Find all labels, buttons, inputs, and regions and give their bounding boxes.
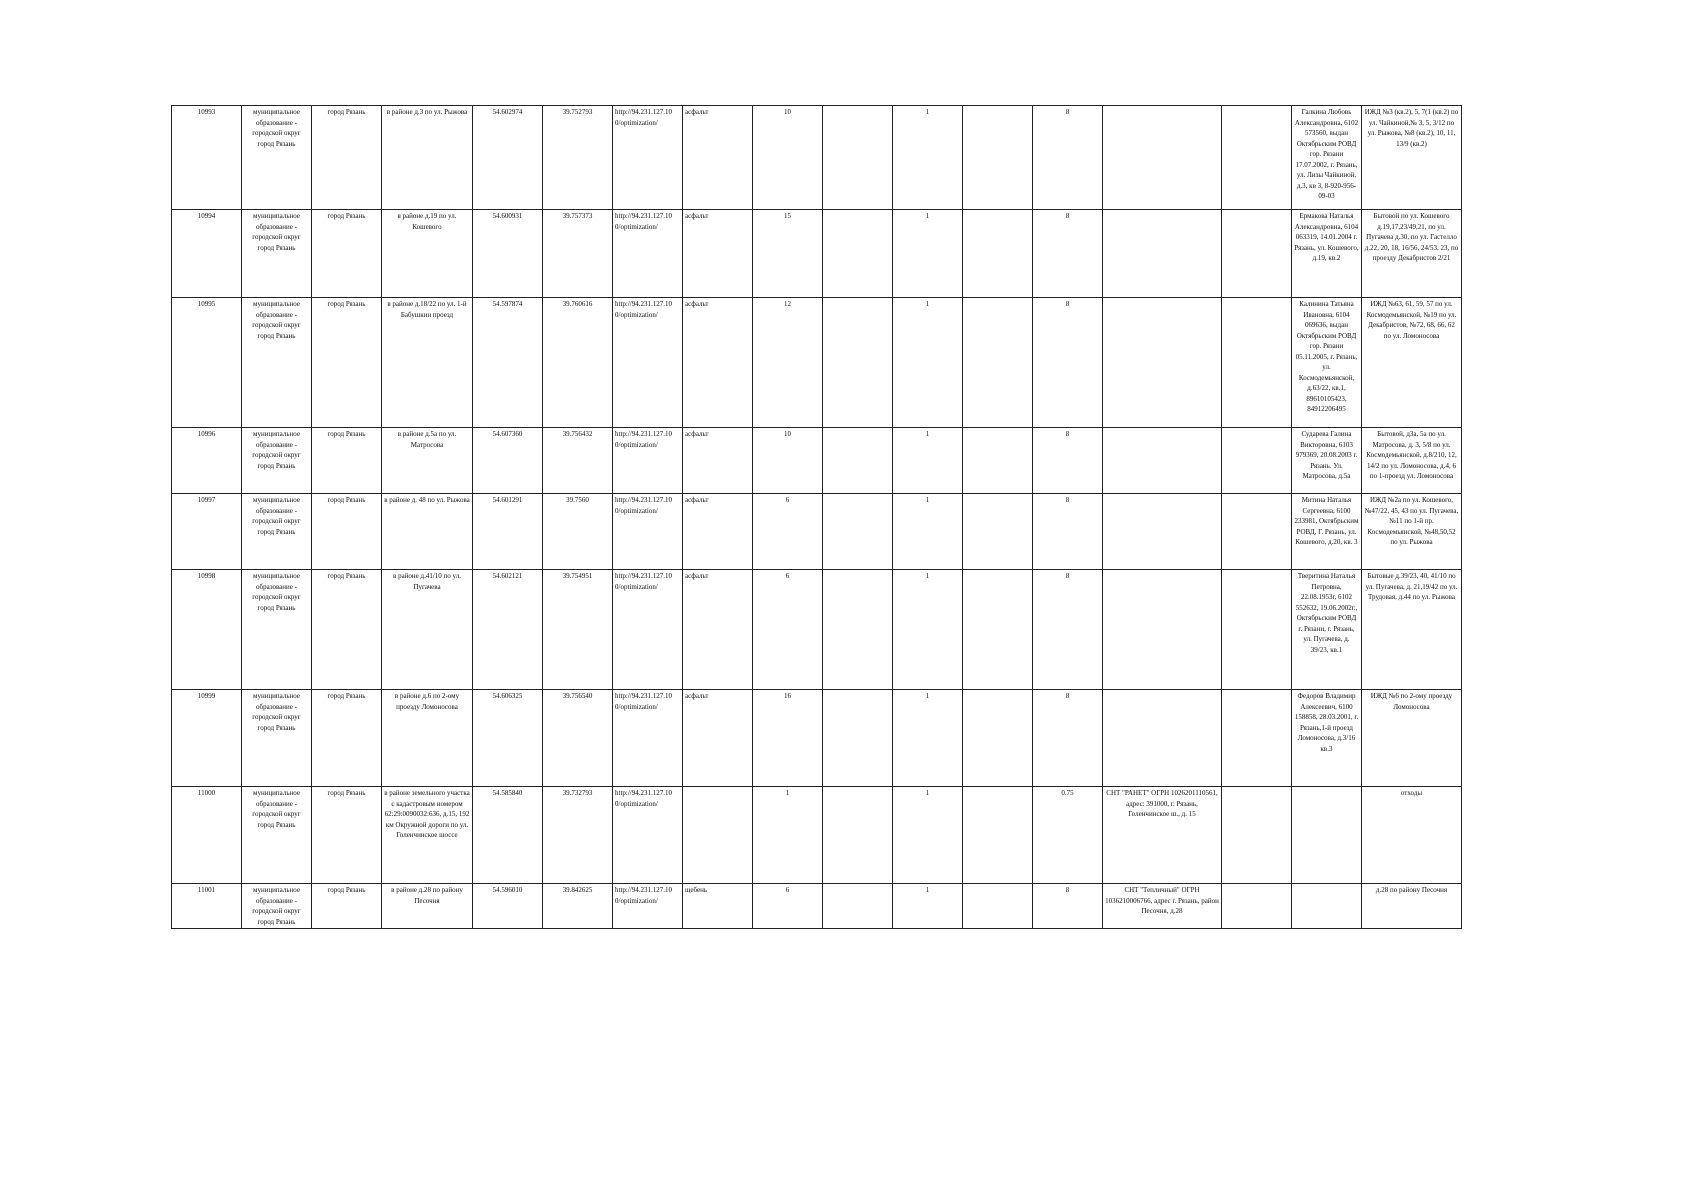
served-objects-cell: Бытовой по ул. Кошевого д.19,17,23/49,21, по ул. Пугачева д.30, по ул. Гастелло д.22, 20, 18, 16/56, 24/53, 23, по проезду Декабристов 2/21 [1362,210,1462,298]
municipality-cell: муниципальное образование - городской округ город Рязань [242,494,312,570]
owner-cell: СНТ "РАНЕТ" ОГРН 1026201110561, адрес: 391000, г. Рязань, Голенчинское ш., д. 15 [1103,787,1222,884]
empty-cell [1222,106,1292,210]
row-id-cell: 10993 [172,106,242,210]
container-count-cell: 1 [893,570,963,690]
registry-table [171,105,1462,929]
latitude-cell: 54.597874 [473,298,543,428]
longitude-cell: 39.732793 [543,787,613,884]
longitude-cell: 39.756540 [543,690,613,787]
area-cell: 6 [753,494,823,570]
contact-cell: Ермакова Наталья Александровна, 6104 063319, 14.01.2004 г. Рязань, ул. Кошевого, д.19, кв.2 [1292,210,1362,298]
volume-cell: 8 [1033,570,1103,690]
municipality-cell: муниципальное образование - городской округ город Рязань [242,884,312,929]
table-body [172,106,1462,929]
municipality-cell: муниципальное образование - городской округ город Рязань [242,106,312,210]
municipality-cell: муниципальное образование - городской округ город Рязань [242,690,312,787]
container-count-cell: 1 [893,428,963,494]
container-count-cell: 1 [893,494,963,570]
surface-cell: асфальт [683,690,753,787]
municipality-cell: муниципальное образование - городской округ город Рязань [242,570,312,690]
longitude-cell: 39.752793 [543,106,613,210]
volume-cell: 0.75 [1033,787,1103,884]
empty-cell [1222,298,1292,428]
address-cell: в районе земельного участка с кадастровым номером 62:29:0090032:636, д.15, 192 км Окружной дороги по ул. Голенчинское шоссе [382,787,473,884]
area-cell: 1 [753,787,823,884]
surface-cell: асфальт [683,570,753,690]
table-row [172,428,1462,494]
empty-cell [963,884,1033,929]
owner-cell: СНТ "Тепличный" ОГРН 1036210006766, адрес г. Рязань, район Песочня, д.28 [1103,884,1222,929]
contact-cell: Митина Наталья Сергеевна, 6100 233981, Октябрьским РОВД, Г. Рязань, ул. Кошевого, д.20, кв. 3 [1292,494,1362,570]
container-count-cell: 1 [893,787,963,884]
container-count-cell: 1 [893,884,963,929]
empty-cell [823,298,893,428]
source-link-cell: http://94.231.127.10 0/optimization/ [613,106,683,210]
empty-cell [1222,494,1292,570]
served-objects-cell: д.28 по району Песочня [1362,884,1462,929]
contact-cell: Федоров Владимир Алексеевич, 6100 158858, 28.03.2001, г. Рязань,1-й проезд Ломоносова, д.3/16 кв.3 [1292,690,1362,787]
locality-cell: город Рязань [312,210,382,298]
volume-cell: 8 [1033,690,1103,787]
address-cell: в районе д.19 по ул. Кошевого [382,210,473,298]
latitude-cell: 54.607360 [473,428,543,494]
source-link-cell: http://94.231.127.10 0/optimization/ [613,210,683,298]
surface-cell [683,787,753,884]
owner-cell [1103,298,1222,428]
longitude-cell: 39.7560 [543,494,613,570]
empty-cell [1222,210,1292,298]
longitude-cell: 39.842625 [543,884,613,929]
contact-cell: Калинина Татьяна Ивановна, 6104 069636, выдан Октябрьским РОВД гор. Рязани 05.11.2005, г. Рязань, ул. Космодемьянской, д.63/22, кв.1, 89610105423, 84912206495 [1292,298,1362,428]
address-cell: в районе д.5а по ул. Матросова [382,428,473,494]
container-count-cell: 1 [893,210,963,298]
empty-cell [823,210,893,298]
volume-cell: 8 [1033,210,1103,298]
surface-cell: асфальт [683,298,753,428]
address-cell: в районе д. 48 по ул. Рыжова [382,494,473,570]
empty-cell [963,690,1033,787]
latitude-cell: 54.601291 [473,494,543,570]
surface-cell: асфальт [683,106,753,210]
row-id-cell: 11000 [172,787,242,884]
source-link-cell: http://94.231.127.10 0/optimization/ [613,884,683,929]
area-cell: 6 [753,884,823,929]
served-objects-cell: ИЖД №3 (кв.2), 5, 7(1 (кв.2) по ул. Чайкиной,№ 3, 5, 3/12 по ул. Рыжова, №8 (кв.2), 10, 11, 13/9 (кв.2) [1362,106,1462,210]
surface-cell: щебень [683,884,753,929]
table-row [172,106,1462,210]
empty-cell [963,787,1033,884]
contact-cell [1292,787,1362,884]
empty-cell [823,884,893,929]
source-link-cell: http://94.231.127.10 0/optimization/ [613,428,683,494]
row-id-cell: 10998 [172,570,242,690]
area-cell: 15 [753,210,823,298]
served-objects-cell: ИЖД №2а по ул. Кошевого, №47/22, 45, 43 по ул. Пугачева, №11 по 1-й пр. Космодемьянской, №48,50,52 по ул. Рыжова [1362,494,1462,570]
empty-cell [1222,884,1292,929]
volume-cell: 8 [1033,106,1103,210]
municipality-cell: муниципальное образование - городской округ город Рязань [242,428,312,494]
longitude-cell: 39.757373 [543,210,613,298]
served-objects-cell: ИЖД №6 по 2-ому проезду Ломоносова [1362,690,1462,787]
latitude-cell: 54.602121 [473,570,543,690]
empty-cell [1222,787,1292,884]
owner-cell [1103,210,1222,298]
empty-cell [963,210,1033,298]
empty-cell [823,787,893,884]
empty-cell [1222,428,1292,494]
empty-cell [823,106,893,210]
served-objects-cell: Бытовой, д3а, 5а по ул. Матросова, д. 3, 5/8 по ул. Космодемьянской, д.8/210, 12, 14/2 по ул. Ломоносова, д.4, 6 по 1-проезд ул. Ломоносова [1362,428,1462,494]
latitude-cell: 54.606325 [473,690,543,787]
area-cell: 6 [753,570,823,690]
table-row [172,210,1462,298]
owner-cell [1103,428,1222,494]
empty-cell [963,428,1033,494]
source-link-cell: http://94.231.127.10 0/optimization/ [613,787,683,884]
surface-cell: асфальт [683,210,753,298]
longitude-cell: 39.754951 [543,570,613,690]
row-id-cell: 10997 [172,494,242,570]
locality-cell: город Рязань [312,570,382,690]
municipality-cell: муниципальное образование - городской округ город Рязань [242,787,312,884]
latitude-cell: 54.585840 [473,787,543,884]
table-row [172,690,1462,787]
address-cell: в районе д.28 по району Песочня [382,884,473,929]
served-objects-cell: отходы [1362,787,1462,884]
locality-cell: город Рязань [312,494,382,570]
municipality-cell: муниципальное образование - городской округ город Рязань [242,210,312,298]
locality-cell: город Рязань [312,884,382,929]
table-row [172,298,1462,428]
volume-cell: 8 [1033,884,1103,929]
source-link-cell: http://94.231.127.10 0/optimization/ [613,690,683,787]
latitude-cell: 54.602974 [473,106,543,210]
container-count-cell: 1 [893,690,963,787]
owner-cell [1103,570,1222,690]
owner-cell [1103,494,1222,570]
source-link-cell: http://94.231.127.10 0/optimization/ [613,570,683,690]
row-id-cell: 10995 [172,298,242,428]
row-id-cell: 10996 [172,428,242,494]
contact-cell: Галкина Любовь Александровна, 6102 573560, выдан Октябрьским РОВД гор. Рязани 17.07.2002, г. Рязань, ул. Лизы Чайкиной, д.3, кв 3, 8-920-956-09-03 [1292,106,1362,210]
container-count-cell: 1 [893,106,963,210]
table-row [172,787,1462,884]
latitude-cell: 54.600931 [473,210,543,298]
owner-cell [1103,690,1222,787]
address-cell: в районе д.18/22 по ул. 1-й Бабушкин проезд [382,298,473,428]
empty-cell [963,494,1033,570]
locality-cell: город Рязань [312,428,382,494]
row-id-cell: 10994 [172,210,242,298]
address-cell: в районе д.41/10 по ул. Пугачева [382,570,473,690]
locality-cell: город Рязань [312,298,382,428]
address-cell: в районе д.6 по 2-ому проезду Ломоносова [382,690,473,787]
table-row [172,570,1462,690]
latitude-cell: 54.596010 [473,884,543,929]
surface-cell: асфальт [683,494,753,570]
source-link-cell: http://94.231.127.10 0/optimization/ [613,494,683,570]
longitude-cell: 39.760616 [543,298,613,428]
table-row [172,884,1462,929]
volume-cell: 8 [1033,494,1103,570]
area-cell: 16 [753,690,823,787]
municipality-cell: муниципальное образование - городской округ город Рязань [242,298,312,428]
area-cell: 10 [753,106,823,210]
locality-cell: город Рязань [312,787,382,884]
surface-cell: асфальт [683,428,753,494]
contact-cell: Сударева Галина Викторовна, 6103 979369, 20.08.2003 г. Рязань. Ул. Матросова, д.5а [1292,428,1362,494]
container-count-cell: 1 [893,298,963,428]
row-id-cell: 11001 [172,884,242,929]
volume-cell: 8 [1033,298,1103,428]
table-row [172,494,1462,570]
served-objects-cell: ИЖД №63, 61, 59, 57 по ул. Космодемьянской, №19 по ул. Декабристов, №72, 68, 66, 62 по ул. Ломоносова [1362,298,1462,428]
empty-cell [963,106,1033,210]
served-objects-cell: Бытовые д.39/23, 40, 41/10 по ул. Пугачева, д. 21,19/42 по ул. Трудовая, д.44 по ул. Рыжова [1362,570,1462,690]
row-id-cell: 10999 [172,690,242,787]
volume-cell: 8 [1033,428,1103,494]
empty-cell [823,690,893,787]
longitude-cell: 39.756432 [543,428,613,494]
area-cell: 12 [753,298,823,428]
empty-cell [823,428,893,494]
locality-cell: город Рязань [312,690,382,787]
empty-cell [1222,690,1292,787]
contact-cell: Тверитина Наталья Петровна, 22.08.1953г, 6102 552632, 19.06.2002г., Октябрьским РОВД г. Рязани, г. Рязань, ул. Пугачева, д. 39/23, кв.1 [1292,570,1362,690]
source-link-cell: http://94.231.127.10 0/optimization/ [613,298,683,428]
empty-cell [963,570,1033,690]
owner-cell [1103,106,1222,210]
empty-cell [823,570,893,690]
address-cell: в районе д.3 по ул. Рыжова [382,106,473,210]
empty-cell [823,494,893,570]
empty-cell [1222,570,1292,690]
area-cell: 10 [753,428,823,494]
locality-cell: город Рязань [312,106,382,210]
empty-cell [963,298,1033,428]
contact-cell [1292,884,1362,929]
